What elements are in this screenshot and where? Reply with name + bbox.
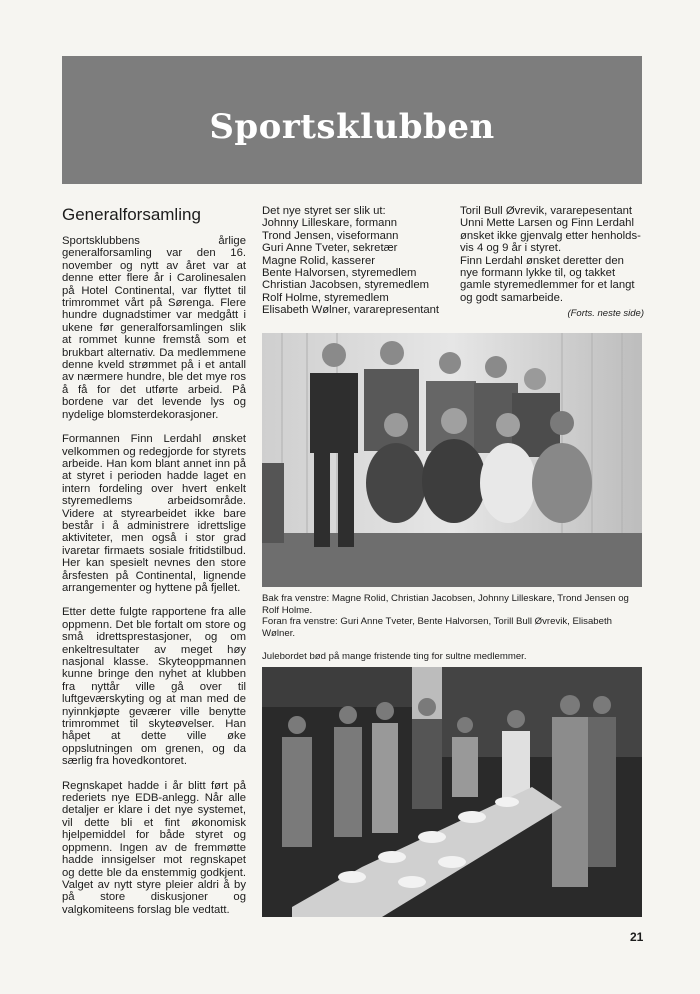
board-group-photo [262,333,642,587]
page-number: 21 [630,930,644,944]
board-line: Bente Halvorsen, styremedlem [262,267,417,280]
text-line: Toril Bull Øvrevik, vararepesentant [460,205,633,217]
board-line: Magne Rolid, kasserer [262,254,376,267]
text-line: Unni Mette Larsen og Finn Lerdahl [460,217,634,230]
paragraph: Finn Lerdahl ønsket deretter den nye formann lykke til, og takket gamle styremedlemmer for et langt og godt samarbeide. [460,254,635,304]
caption-line: Foran fra venstre: Guri Anne Tveter, Bente Halvorsen, Torill Bull Øvrevik, Elisabeth Wølner. [262,616,612,639]
board-line: Rolf Holme, styremedlem [262,291,389,304]
column-middle [262,205,450,317]
board-line: Trond Jensen, viseformann [262,229,399,242]
photo-caption [262,593,646,639]
caption-line: Bak fra venstre: Magne Rolid, Christian Jacobsen, Johnny Lilleskare, Trond Jensen og Rolf Holme. [262,593,629,616]
buffet-photo [262,667,642,917]
banner-title: Sportsklubben [209,107,495,147]
photo-caption: Julebordet bød på mange fristende ting for sultne medlemmer. [262,651,527,662]
title-banner [62,56,642,184]
paragraph: Regnskapet hadde i år blitt ført på rederiets nye EDB-anlegg. Når alle detaljer er klare i det nye systemet, vil dette bli et fint økonomisk hjelpemiddel for både styret og oppmenn. Ingen av de fremmøtte hadde innsigelser mot regnskapet og dette ble da enstemmig godkjent. Valget av nytt styre pleier aldri å by på store diskusjoner og valgkomiteens forslag ble vedtatt. [62,779,246,916]
board-line: Elisabeth Wølner, vararepresentant [262,304,440,317]
text-line: vis 4 og 9 år i styret. [460,242,562,255]
board-line: Christian Jacobsen, styremedlem [262,279,430,292]
paragraph: Etter dette fulgte rapportene fra alle oppmenn. Det ble fortalt om store og små idrettsprestasjoner, og om enkeltresultater av meget høy nasjonal klasse. Skyteoppmannen kunne bringe den nyhet at klubben fra nyttår ville gå over til luftgeværskyting og at man med de nyinnkjøpte geværer ville benytte trimrommet til skyteøvelser. Han håpet at dette ville øke oppslutningen om grenen, og da særlig fra hovedkontoret. [62,606,246,768]
paragraph: Formannen Finn Lerdahl ønsket velkommen og redegjorde for styrets arbeide. Han kom blant annet inn på at styret i perioden hadde laget en intern fordeling over hvert enkelt styremedlems arbeidsområde. Videre at styrearbeidet ikke bare består i å administrere idrettslige aktiviteter, men også i stor grad ivaretar firmaets sosiale fritidstilbud. Her kan spesielt nevnes den store årsfesten på Continental, lignende arrangementer og hyttene på fjellet. [62,433,246,594]
column-right [460,205,644,321]
board-line: Johnny Lilleskare, formann [262,217,398,230]
column-left [62,205,246,928]
paragraph: Sportsklubbens årlige generalforsamling var den 16. november og nytt av året var at denne etter flere år i Carolinesalen på Hotel Continental, var flyttet til trimrommet vårt på Sørenga. Flere hundre dugnadstimer var medgått i ukene før generalforsamlingen slik at rommet kunne fremstå som et brukbart alternativ. Da medlemmene denne kveld strømmet på i et antall av nærmere hundre, ble det mye ros å få for det utførte arbeid. På bordene var det levende lys og nydelige blomsterdekorasjoner. [62,235,246,421]
section-heading: Generalforsamling [62,205,201,224]
board-line: Guri Anne Tveter, sekretær [262,242,398,255]
text-line: ønsket ikke gjenvalg etter henholds- [460,229,641,242]
continued-note: (Forts. neste side) [567,308,644,320]
board-line: Det nye styret ser slik ut: [262,205,386,217]
